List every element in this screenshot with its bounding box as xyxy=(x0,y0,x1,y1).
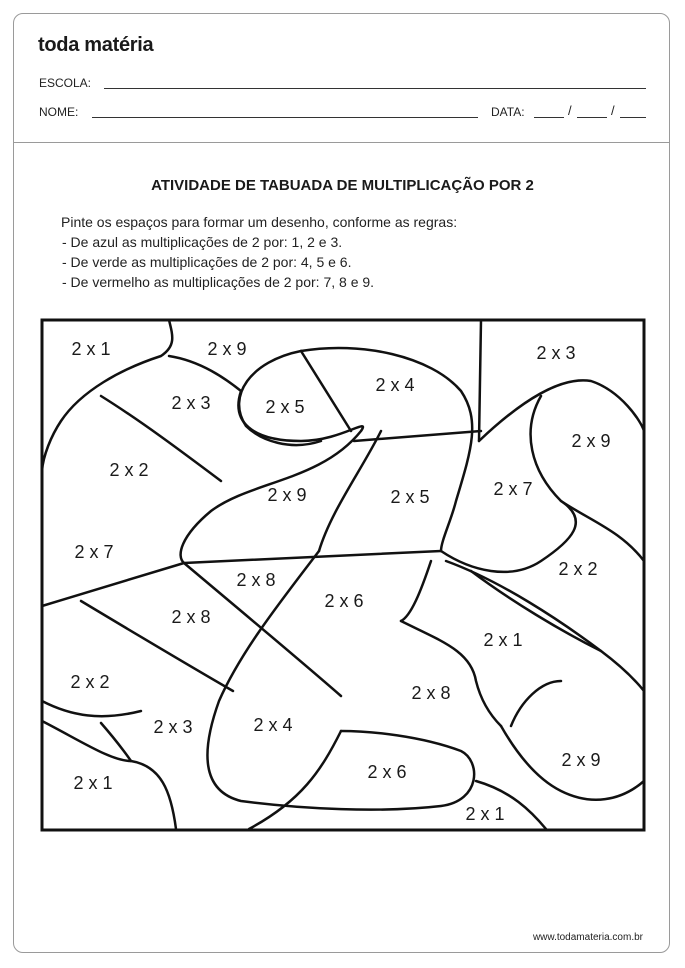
region-label: 2 x 5 xyxy=(390,487,430,507)
date-separator: / xyxy=(568,103,572,118)
school-field[interactable] xyxy=(104,88,646,89)
region-label: 2 x 9 xyxy=(571,431,611,451)
coloring-puzzle xyxy=(40,318,646,832)
region-label: 2 x 2 xyxy=(558,559,598,579)
activity-title: ATIVIDADE DE TABUADA DE MULTIPLICAÇÃO POR 2 xyxy=(151,177,534,194)
region-label: 2 x 7 xyxy=(74,542,114,562)
region-label: 2 x 4 xyxy=(375,375,415,395)
date-label: DATA: xyxy=(491,105,525,119)
region-labels xyxy=(70,339,610,824)
region-label: 2 x 8 xyxy=(236,570,276,590)
header-divider xyxy=(14,142,669,143)
brand-logo: toda matéria xyxy=(38,34,154,56)
region-label: 2 x 9 xyxy=(561,750,601,770)
name-field[interactable] xyxy=(92,117,478,118)
region-label: 2 x 3 xyxy=(536,343,576,363)
region-label: 2 x 3 xyxy=(153,717,193,737)
rule-red: - De vermelho as multiplicações de 2 por: 7, 8 e 9. xyxy=(62,274,375,290)
site-url[interactable]: www.todamateria.com.br xyxy=(532,932,643,943)
region-label: 2 x 8 xyxy=(411,683,451,703)
region-label: 2 x 1 xyxy=(73,773,113,793)
region-label: 2 x 9 xyxy=(207,339,247,359)
region-label: 2 x 3 xyxy=(171,393,211,413)
school-label: ESCOLA: xyxy=(39,76,92,90)
instructions xyxy=(61,212,457,292)
region-label: 2 x 6 xyxy=(367,762,407,782)
region-label: 2 x 1 xyxy=(483,630,523,650)
region-label: 2 x 4 xyxy=(253,715,293,735)
region-label: 2 x 1 xyxy=(465,804,505,824)
region-label: 2 x 6 xyxy=(324,591,364,611)
worksheet xyxy=(13,13,670,953)
rule-green: - De verde as multiplicações de 2 por: 4, 5 e 6. xyxy=(62,254,352,270)
region-label: 2 x 2 xyxy=(70,672,110,692)
date-day-field[interactable] xyxy=(534,117,564,118)
region-label: 2 x 1 xyxy=(71,339,111,359)
date-separator: / xyxy=(611,103,615,118)
region-label: 2 x 8 xyxy=(171,607,211,627)
date-year-field[interactable] xyxy=(620,117,646,118)
puzzle-frame xyxy=(42,320,644,830)
region-label: 2 x 2 xyxy=(109,460,149,480)
rule-blue: - De azul as multiplicações de 2 por: 1, 2 e 3. xyxy=(62,234,343,250)
region-label: 2 x 7 xyxy=(493,479,533,499)
date-month-field[interactable] xyxy=(577,117,607,118)
region-label: 2 x 5 xyxy=(265,397,305,417)
region-label: 2 x 9 xyxy=(267,485,307,505)
instructions-intro: Pinte os espaços para formar um desenho, conforme as regras: xyxy=(61,214,458,230)
name-label: NOME: xyxy=(39,105,79,119)
region-outlines xyxy=(42,320,644,829)
